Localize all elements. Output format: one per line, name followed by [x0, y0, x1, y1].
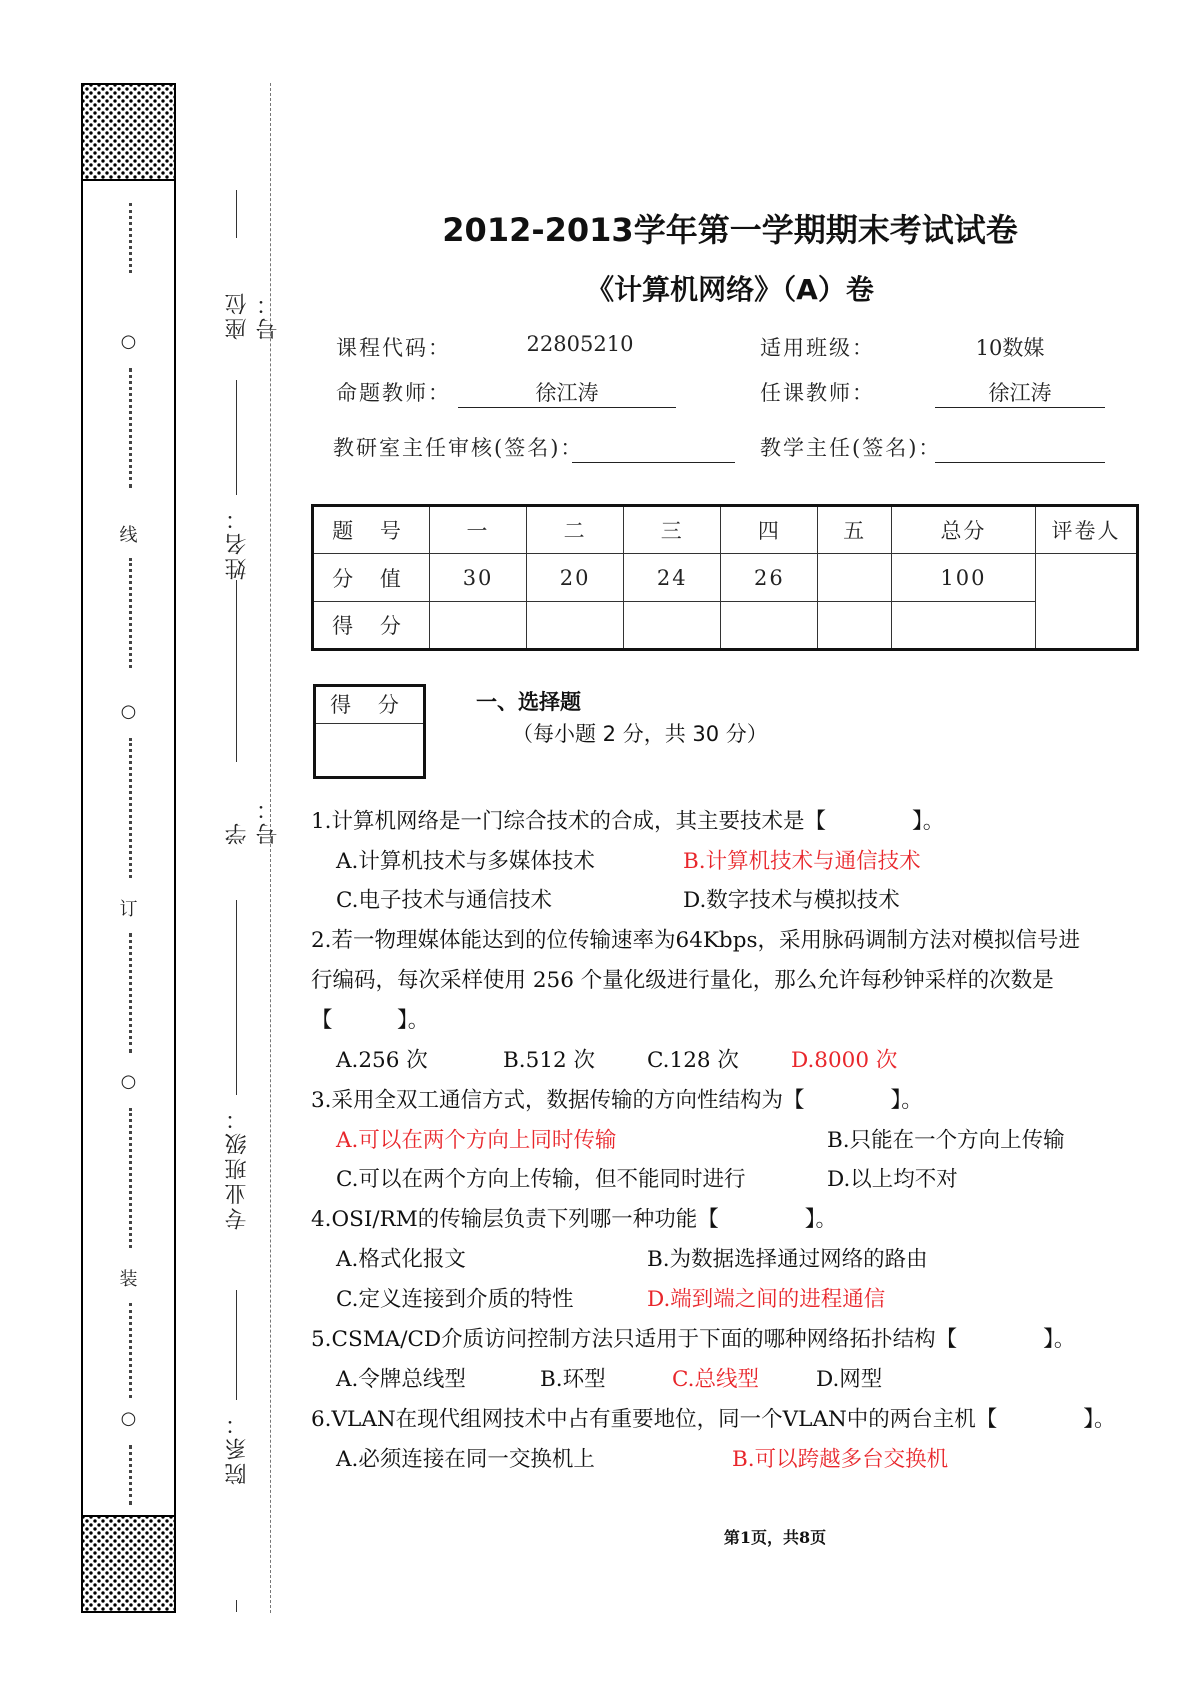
name-label: 姓名： [225, 505, 250, 580]
table-cell: 五 [818, 506, 891, 554]
score-input-cell[interactable] [527, 602, 624, 650]
teacher-underline [935, 407, 1105, 408]
seat-number-field[interactable] [222, 190, 281, 340]
score-input-cell[interactable] [891, 602, 1035, 650]
question-1: 1.计算机网络是一门综合技术的合成，其主要技术是【 】。 [311, 809, 945, 834]
binding-circle: ○ [120, 331, 137, 352]
setter-underline [458, 407, 676, 408]
course-code-label: 课程代码： [336, 336, 451, 360]
q3-option-d: D.以上均不对 [827, 1167, 958, 1192]
dean-signature-line[interactable] [935, 462, 1105, 463]
name-field[interactable] [222, 380, 252, 580]
table-cell: 三 [624, 506, 721, 554]
question-3: 3.采用全双工通信方式，数据传输的方向性结构为【 】。 [311, 1088, 923, 1113]
table-cell: 评卷人 [1036, 506, 1138, 554]
q4-option-d: D.端到端之间的进程通信 [647, 1287, 886, 1312]
department-label: 院系： [225, 1410, 250, 1485]
binding-pattern-top [83, 83, 174, 181]
review-label: 教研室主任审核(签名)： [333, 436, 584, 460]
teacher-label: 任课教师： [760, 381, 875, 405]
dean-label: 教学主任(签名)： [760, 436, 942, 460]
grader-cell[interactable] [1036, 554, 1138, 650]
question-5: 5.CSMA/CD介质访问控制方法只适用于下面的哪种网络拓扑结构【 】。 [311, 1327, 1076, 1352]
q6-option-b: B.可以跨越多台交换机 [732, 1447, 949, 1472]
question-2-line-2: 行编码，每次采样使用 256 个量化级进行量化，那么允许每秒钟采样的次数是 [311, 968, 1054, 993]
student-id-field[interactable] [222, 580, 281, 845]
table-cell: 总分 [891, 506, 1035, 554]
table-row [313, 602, 1138, 650]
major-class-field[interactable] [222, 900, 252, 1230]
table-cell: 分 值 [313, 554, 430, 602]
table-cell: 四 [721, 506, 818, 554]
exam-title: 2012-2013学年第一学期期末考试试卷 [442, 211, 1018, 249]
table-cell: 26 [721, 554, 818, 602]
question-4: 4.OSI/RM的传输层负责下列哪一种功能【 】。 [311, 1207, 838, 1232]
binding-column [83, 183, 174, 1513]
section-subtitle: （每小题 2 分，共 30 分） [512, 722, 768, 746]
q2-option-a: A.256 次 [336, 1048, 428, 1073]
table-cell [818, 554, 891, 602]
table-cell: 得 分 [313, 602, 430, 650]
binding-mark-seal: 装 [119, 1269, 138, 1290]
section-score-box [313, 684, 426, 779]
q5-option-c: C.总线型 [672, 1367, 760, 1392]
class-value: 10数媒 [975, 336, 1045, 360]
q5-option-d: D.网型 [816, 1367, 883, 1392]
q2-option-d: D.8000 次 [791, 1048, 898, 1073]
class-label: 适用班级： [760, 336, 875, 360]
question-2-line-1: 2.若一物理媒体能达到的位传输速率为64Kbps，采用脉码调制方法对模拟信号进 [311, 928, 1080, 953]
table-cell: 20 [527, 554, 624, 602]
binding-circle: ○ [120, 1408, 137, 1429]
table-cell: 题 号 [313, 506, 430, 554]
table-cell: 一 [430, 506, 527, 554]
department-field[interactable] [222, 1290, 252, 1630]
review-signature-line[interactable] [572, 462, 735, 463]
q5-option-a: A.令牌总线型 [336, 1367, 466, 1392]
setter-label: 命题教师： [336, 381, 451, 405]
seat-number-label: 座位号： [225, 290, 281, 340]
q1-option-a: A.计算机技术与多媒体技术 [336, 849, 595, 874]
major-class-label: 专业班级： [225, 1105, 250, 1230]
score-input-cell[interactable] [624, 602, 721, 650]
teacher-value: 徐江涛 [988, 381, 1052, 405]
section-title: 一、选择题 [476, 690, 581, 714]
q3-option-c: C.可以在两个方向上传输，但不能同时进行 [336, 1167, 746, 1192]
table-cell: 二 [527, 506, 624, 554]
q4-option-c: C.定义连接到介质的特性 [336, 1287, 574, 1312]
q1-option-b: B.计算机技术与通信技术 [683, 849, 921, 874]
binding-circle: ○ [120, 1071, 137, 1092]
score-input-cell[interactable] [430, 602, 527, 650]
q6-option-a: A.必须连接在同一交换机上 [336, 1447, 595, 1472]
table-cell: 24 [624, 554, 721, 602]
q4-option-b: B.为数据选择通过网络的路由 [647, 1247, 928, 1272]
question-6: 6.VLAN在现代组网技术中占有重要地位，同一个VLAN中的两台主机【 】。 [311, 1407, 1116, 1432]
table-cell: 30 [430, 554, 527, 602]
score-input-cell[interactable] [721, 602, 818, 650]
q3-option-b: B.只能在一个方向上传输 [827, 1128, 1065, 1153]
binding-mark-bind: 订 [119, 899, 138, 920]
course-code-value: 22805210 [526, 332, 634, 356]
student-id-label: 学号： [225, 795, 281, 845]
q2-option-b: B.512 次 [503, 1048, 596, 1073]
q1-option-d: D.数字技术与模拟技术 [683, 888, 900, 913]
binding-mark-line: 线 [119, 525, 138, 546]
exam-subtitle: 《计算机网络》（A）卷 [586, 273, 874, 306]
section-score-label: 得 分 [316, 687, 423, 724]
page-footer: 第1页，共8页 [723, 1528, 827, 1547]
binding-strip [81, 83, 176, 1613]
q2-option-c: C.128 次 [647, 1048, 739, 1073]
q1-option-c: C.电子技术与通信技术 [336, 888, 553, 913]
table-row [313, 554, 1138, 602]
binding-pattern-bottom [83, 1515, 174, 1613]
setter-value: 徐江涛 [535, 381, 599, 405]
question-2-line-3: 【 】。 [311, 1008, 430, 1033]
q4-option-a: A.格式化报文 [336, 1247, 466, 1272]
binding-circle: ○ [120, 701, 137, 722]
table-row [313, 506, 1138, 554]
q3-option-a: A.可以在两个方向上同时传输 [336, 1128, 617, 1153]
score-input-cell[interactable] [818, 602, 891, 650]
table-cell: 100 [891, 554, 1035, 602]
score-table [311, 504, 1139, 651]
q5-option-b: B.环型 [540, 1367, 606, 1392]
